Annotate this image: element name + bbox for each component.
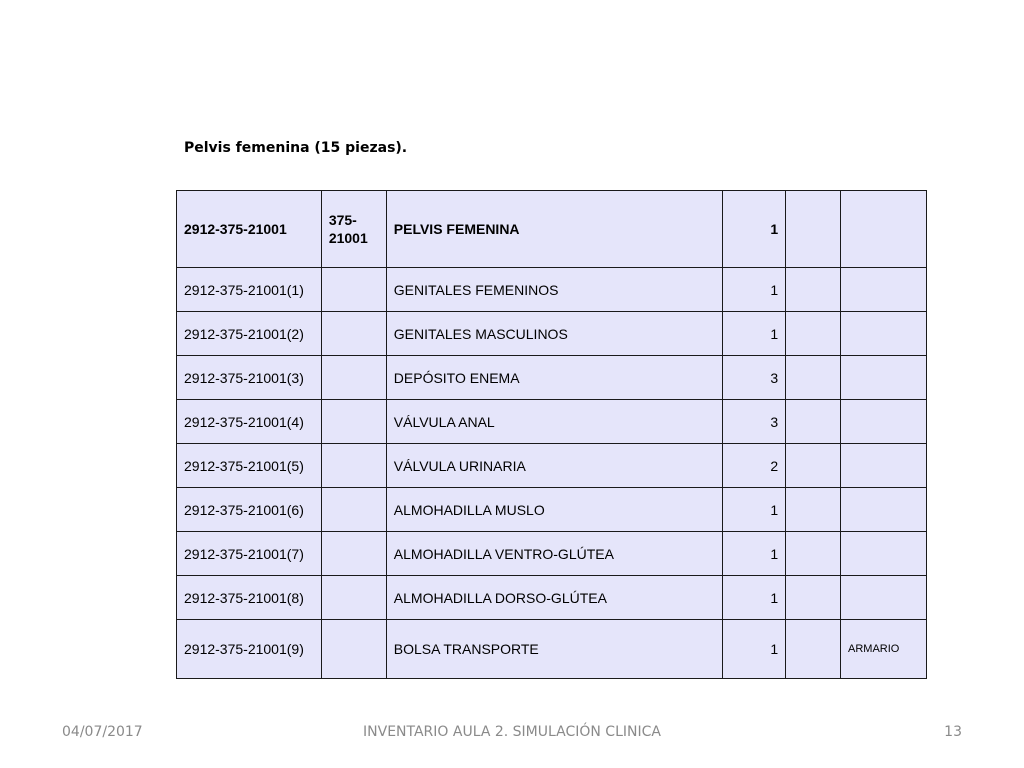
table-row: [177, 576, 927, 620]
cell-extra-2: [841, 356, 927, 400]
cell-extra-2: [841, 444, 927, 488]
table-row: [177, 356, 927, 400]
cell-quantity: 1: [723, 191, 786, 268]
footer-date: 04/07/2017: [62, 724, 143, 740]
cell-description: GENITALES MASCULINOS: [386, 312, 722, 356]
cell-extra-2: [841, 268, 927, 312]
table-row: [177, 312, 927, 356]
cell-description: VÁLVULA ANAL: [386, 400, 722, 444]
table-row: [177, 400, 927, 444]
cell-quantity: 1: [723, 532, 786, 576]
table-row: [177, 488, 927, 532]
cell-description: ALMOHADILLA VENTRO-GLÚTEA: [386, 532, 722, 576]
slide-number: 13: [944, 724, 962, 740]
cell-extra-1: [786, 191, 841, 268]
cell-ref: [321, 356, 386, 400]
cell-extra-1: [786, 576, 841, 620]
cell-code: 2912-375-21001(9): [177, 620, 322, 679]
cell-quantity: 1: [723, 576, 786, 620]
cell-extra-2: [841, 312, 927, 356]
page-title: Pelvis femenina (15 piezas).: [184, 140, 408, 156]
cell-ref: [321, 444, 386, 488]
cell-quantity: 1: [723, 268, 786, 312]
cell-extra-1: [786, 356, 841, 400]
cell-ref: 375-21001: [321, 191, 386, 268]
cell-quantity: 3: [723, 400, 786, 444]
cell-extra-1: [786, 268, 841, 312]
table-row: [177, 532, 927, 576]
table-row: [177, 268, 927, 312]
cell-description: VÁLVULA URINARIA: [386, 444, 722, 488]
cell-code: 2912-375-21001(7): [177, 532, 322, 576]
cell-quantity: 2: [723, 444, 786, 488]
cell-extra-1: [786, 400, 841, 444]
cell-extra-2: [841, 191, 927, 268]
cell-ref: [321, 268, 386, 312]
cell-extra-1: [786, 532, 841, 576]
cell-ref: [321, 312, 386, 356]
cell-description: DEPÓSITO ENEMA: [386, 356, 722, 400]
cell-ref: [321, 620, 386, 679]
cell-description: GENITALES FEMENINOS: [386, 268, 722, 312]
cell-code: 2912-375-21001: [177, 191, 322, 268]
cell-code: 2912-375-21001(3): [177, 356, 322, 400]
cell-code: 2912-375-21001(1): [177, 268, 322, 312]
cell-quantity: 1: [723, 620, 786, 679]
cell-extra-2: ARMARIO: [841, 620, 927, 679]
cell-extra-1: [786, 444, 841, 488]
cell-code: 2912-375-21001(6): [177, 488, 322, 532]
cell-description: ALMOHADILLA DORSO-GLÚTEA: [386, 576, 722, 620]
cell-quantity: 1: [723, 488, 786, 532]
table-row: [177, 444, 927, 488]
cell-quantity: 1: [723, 312, 786, 356]
cell-ref: [321, 400, 386, 444]
table-row: [177, 620, 927, 679]
cell-extra-2: [841, 488, 927, 532]
cell-description: PELVIS FEMENINA: [386, 191, 722, 268]
table-row: [177, 191, 927, 268]
cell-extra-1: [786, 312, 841, 356]
footer-title: INVENTARIO AULA 2. SIMULACIÓN CLINICA: [363, 724, 661, 740]
cell-ref: [321, 576, 386, 620]
cell-extra-1: [786, 620, 841, 679]
cell-description: BOLSA TRANSPORTE: [386, 620, 722, 679]
cell-extra-2: [841, 532, 927, 576]
cell-description: ALMOHADILLA MUSLO: [386, 488, 722, 532]
cell-ref: [321, 532, 386, 576]
cell-code: 2912-375-21001(2): [177, 312, 322, 356]
cell-code: 2912-375-21001(5): [177, 444, 322, 488]
cell-extra-2: [841, 576, 927, 620]
cell-extra-2: [841, 400, 927, 444]
cell-code: 2912-375-21001(4): [177, 400, 322, 444]
cell-code: 2912-375-21001(8): [177, 576, 322, 620]
cell-quantity: 3: [723, 356, 786, 400]
inventory-table: [176, 190, 927, 679]
cell-extra-1: [786, 488, 841, 532]
cell-ref: [321, 488, 386, 532]
